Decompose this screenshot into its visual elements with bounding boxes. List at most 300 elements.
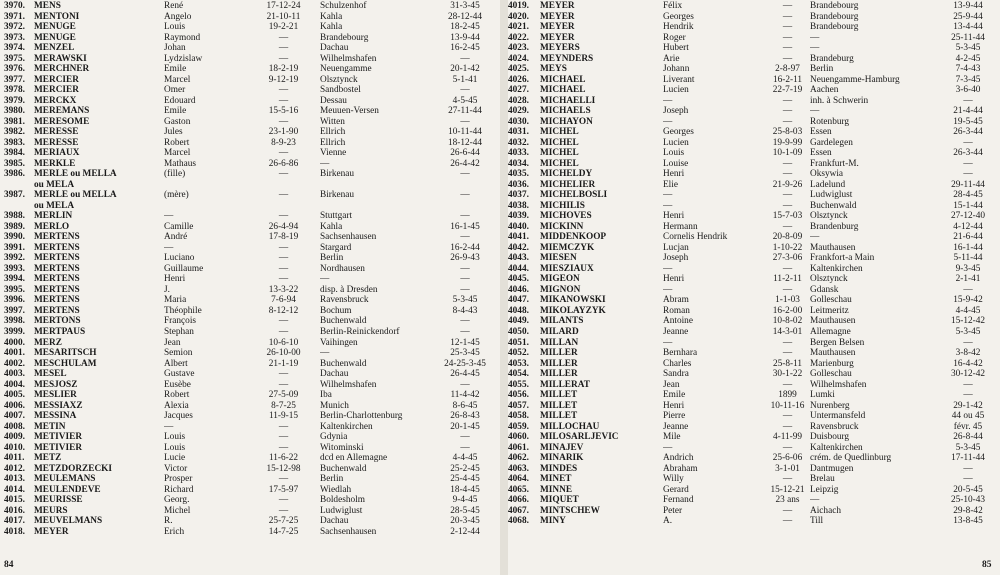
- entry-number: 4067.: [508, 505, 529, 516]
- entry-number: 3998.: [4, 316, 25, 327]
- first-name: Victor: [164, 463, 188, 474]
- entry-number: 4028.: [508, 95, 529, 106]
- table-row: [508, 422, 998, 433]
- first-name: Edouard: [164, 95, 196, 106]
- surname: MINY: [540, 516, 566, 527]
- entry-number: 4018.: [4, 526, 25, 537]
- place: Gardelegen: [810, 137, 853, 148]
- death-date: 28-12-44: [447, 11, 483, 22]
- place: Aachen: [810, 85, 839, 96]
- table-row: [508, 243, 998, 254]
- birth-date: 13-3-22: [268, 284, 299, 295]
- death-date: 4-4-45: [955, 305, 981, 316]
- surname: MICHEL: [540, 148, 579, 159]
- place: Duisbourg: [810, 432, 850, 443]
- table-row: [508, 222, 998, 233]
- first-name: Jeanne: [663, 421, 689, 432]
- first-name: Prosper: [164, 474, 193, 485]
- surname: MILANTS: [540, 316, 584, 327]
- first-name: Hendrik: [663, 22, 694, 33]
- place: Buchenwald: [320, 358, 367, 369]
- birth-date: 7-6-94: [271, 295, 296, 306]
- entry-number: 4003.: [4, 369, 25, 380]
- table-row: [508, 180, 998, 191]
- first-name: Luciano: [164, 253, 195, 264]
- birth-date: 1-10-22: [772, 242, 803, 253]
- surname: MICHEL: [540, 158, 579, 169]
- first-name: Abram: [663, 295, 689, 306]
- surname: ou MELA: [34, 179, 75, 190]
- table-row: [4, 306, 496, 317]
- entry-number: 4015.: [4, 495, 25, 506]
- entry-number: 3980.: [4, 106, 25, 117]
- birth-date: 10-6-10: [268, 337, 299, 348]
- birth-date: —: [782, 379, 793, 390]
- death-date: 29-8-42: [953, 505, 983, 516]
- table-row: [508, 117, 998, 128]
- death-date: —: [460, 379, 470, 390]
- place: Neuengamme-Hamburg: [810, 74, 900, 85]
- first-name: A.: [663, 516, 673, 527]
- death-date: 26-9-43: [450, 253, 480, 264]
- death-date: 26-3-44: [953, 127, 983, 138]
- table-row: [4, 12, 496, 23]
- surname: MICHELDY: [540, 169, 593, 180]
- entry-number: 3986.: [4, 169, 25, 180]
- birth-date: —: [782, 516, 793, 527]
- table-row: [508, 380, 998, 391]
- first-name: —: [663, 190, 673, 201]
- entry-number: 4052.: [508, 348, 529, 359]
- entry-number: 3996.: [4, 295, 25, 306]
- table-row: [508, 127, 998, 138]
- birth-date: —: [782, 22, 793, 33]
- birth-date: 17-12-24: [266, 1, 301, 11]
- birth-date: —: [278, 95, 289, 106]
- birth-date: —: [782, 53, 793, 64]
- table-row: [4, 243, 496, 254]
- place: Berlin-Reinickendorf: [320, 326, 400, 337]
- table-row: [508, 274, 998, 285]
- first-name: Arie: [663, 53, 680, 64]
- place: Iba: [320, 390, 332, 401]
- entry-number: 4034.: [508, 158, 529, 169]
- entry-number: 3979.: [4, 95, 25, 106]
- table-row: [508, 85, 998, 96]
- birth-date: —: [278, 148, 289, 159]
- first-name: Marcel: [164, 74, 191, 85]
- birth-date: 15-5-16: [268, 106, 299, 117]
- place: Lumki: [810, 390, 835, 401]
- entry-number: 4049.: [508, 316, 529, 327]
- entry-number: 4026.: [508, 74, 529, 85]
- birth-date: —: [278, 474, 289, 485]
- entry-number: 4040.: [508, 221, 529, 232]
- surname: MIESEN: [540, 253, 577, 264]
- surname: MERZ: [34, 337, 62, 348]
- surname: MERTENS: [34, 274, 80, 285]
- entry-number: 4061.: [508, 442, 529, 453]
- birth-date: 21-1-19: [268, 358, 299, 369]
- first-name: Jeanne: [663, 326, 689, 337]
- entry-number: 4027.: [508, 85, 529, 96]
- death-date: 28-5-45: [450, 505, 480, 516]
- entry-number: 4019.: [508, 1, 529, 11]
- table-row: [4, 485, 496, 496]
- place: Meuuen-Versen: [320, 106, 379, 117]
- birth-date: —: [782, 411, 793, 422]
- death-date: —: [963, 337, 973, 348]
- table-row: [4, 253, 496, 264]
- place: Berlin: [320, 474, 344, 485]
- surname: MINAJEV: [540, 442, 584, 453]
- surname: MILLER: [540, 369, 578, 380]
- first-name: Roman: [663, 305, 690, 316]
- death-date: 9-3-45: [955, 263, 981, 274]
- entry-number: 4042.: [508, 242, 529, 253]
- table-row: [508, 453, 998, 464]
- surname: MERESSE: [34, 137, 79, 148]
- birth-date: —: [782, 158, 793, 169]
- table-row: [508, 33, 998, 44]
- entry-number: 3993.: [4, 263, 25, 274]
- birth-date: 11-9-15: [268, 411, 299, 422]
- surname: MERCIER: [34, 85, 79, 96]
- table-row: [4, 401, 496, 412]
- first-name: Antoine: [663, 316, 693, 327]
- death-date: —: [963, 390, 973, 401]
- birth-date: 15-7-03: [772, 211, 803, 222]
- birth-date: 10-11-16: [770, 400, 805, 411]
- table-row: [508, 1, 998, 12]
- table-row: [508, 474, 998, 485]
- first-name: Henri: [663, 400, 685, 411]
- death-date: 13-8-45: [953, 516, 983, 527]
- table-row: [4, 33, 496, 44]
- birth-date: —: [782, 95, 793, 106]
- entry-number: 4057.: [508, 400, 529, 411]
- entry-number: 4065.: [508, 484, 529, 495]
- surname: MENZEL: [34, 43, 75, 54]
- surname: MIGEON: [540, 274, 580, 285]
- first-name: Andrich: [663, 453, 694, 464]
- birth-date: 16-2-00: [772, 305, 803, 316]
- first-name: Georg.: [164, 495, 190, 506]
- entry-number: 3976.: [4, 64, 25, 75]
- entry-number: 3981.: [4, 116, 25, 127]
- table-row: [4, 264, 496, 275]
- surname: MILLAN: [540, 337, 579, 348]
- table-row: [508, 443, 998, 454]
- first-name: Semion: [164, 348, 193, 359]
- place: Witten: [320, 116, 345, 127]
- place: Ellrich: [320, 137, 346, 148]
- birth-date: —: [278, 85, 289, 96]
- table-row: [4, 201, 496, 212]
- place: Mauthausen: [810, 242, 856, 253]
- place: Dessau: [320, 95, 347, 106]
- surname: MEYERS: [540, 43, 580, 54]
- place: Dachau: [320, 369, 349, 380]
- entry-number: 3994.: [4, 274, 25, 285]
- birth-date: 19-2-21: [268, 22, 299, 33]
- birth-date: 10-8-02: [772, 316, 803, 327]
- first-name: Joseph: [663, 253, 689, 264]
- birth-date: 25-8-11: [772, 358, 803, 369]
- surname: MERCHNER: [34, 64, 90, 75]
- surname: MERESSE: [34, 127, 79, 138]
- place: Buchenwald: [810, 200, 857, 211]
- entry-number: 4037.: [508, 190, 529, 201]
- birth-date: —: [278, 505, 289, 516]
- death-date: —: [963, 95, 973, 106]
- entry-number: 4062.: [508, 453, 529, 464]
- first-name: R.: [164, 516, 173, 527]
- table-row: [508, 253, 998, 264]
- first-name: Jacques: [164, 411, 193, 422]
- place: Rotenburg: [810, 116, 850, 127]
- surname: MIGNON: [540, 284, 581, 295]
- entry-number: 4020.: [508, 11, 529, 22]
- surname: MENUGE: [34, 22, 76, 33]
- first-name: Peter: [663, 505, 683, 516]
- surname: MEULEMANS: [34, 474, 96, 485]
- place: Nurenberg: [810, 400, 850, 411]
- place: Kahla: [320, 11, 343, 22]
- place: Mauthausen: [810, 348, 856, 359]
- entry-number: 4022.: [508, 32, 529, 43]
- place: Sachsenhausen: [320, 526, 377, 537]
- place: Stuttgart: [320, 211, 353, 222]
- place: Kaltenkirchen: [810, 442, 863, 453]
- entry-number: 4005.: [4, 390, 25, 401]
- place: Frankfurt-M.: [810, 158, 859, 169]
- surname: MEURS: [34, 505, 68, 516]
- table-row: [4, 1, 496, 12]
- table-row: [4, 285, 496, 296]
- birth-date: 17-5-97: [268, 484, 299, 495]
- surname: MERTENS: [34, 284, 80, 295]
- first-name: (mère): [164, 190, 189, 201]
- surname: MERTENS: [34, 263, 80, 274]
- surname: MILLET: [540, 400, 578, 411]
- surname: METIVIER: [34, 442, 83, 453]
- birth-date: —: [278, 326, 289, 337]
- table-row: [508, 201, 998, 212]
- place: Brandenburg: [810, 221, 859, 232]
- birth-date: 25-6-06: [772, 453, 803, 464]
- place: Gdansk: [810, 284, 839, 295]
- place: Witominski: [320, 442, 364, 453]
- birth-date: 27-3-06: [772, 253, 803, 264]
- right-page: [508, 1, 998, 561]
- entry-number: 4016.: [4, 505, 25, 516]
- surname: MESCHULAM: [34, 358, 97, 369]
- place: Stargard: [320, 242, 352, 253]
- birth-date: 19-9-99: [772, 137, 803, 148]
- birth-date: —: [782, 505, 793, 516]
- table-row: [4, 432, 496, 443]
- entry-number: 4006.: [4, 400, 25, 411]
- death-date: 24-25-3-45: [444, 358, 486, 369]
- surname: MEYER: [540, 11, 575, 22]
- table-row: [508, 516, 998, 527]
- table-row: [508, 106, 998, 117]
- surname: MIKANOWSKI: [540, 295, 606, 306]
- birth-date: 1-1-03: [775, 295, 800, 306]
- entry-number: 3990.: [4, 232, 25, 243]
- entry-number: 4063.: [508, 463, 529, 474]
- entry-number: 4047.: [508, 295, 529, 306]
- entry-number: 4021.: [508, 22, 529, 33]
- entry-number: 4014.: [4, 484, 25, 495]
- table-row: [4, 369, 496, 380]
- table-row: [4, 85, 496, 96]
- entry-number: 4013.: [4, 474, 25, 485]
- surname: MERESOME: [34, 116, 90, 127]
- first-name: —: [164, 242, 174, 253]
- surname: METZ: [34, 453, 62, 464]
- death-date: 26-3-44: [953, 148, 983, 159]
- birth-date: —: [278, 495, 289, 506]
- first-name: Louis: [164, 22, 186, 33]
- first-name: Robert: [164, 390, 190, 401]
- birth-date: —: [782, 284, 793, 295]
- surname: MERLIN: [34, 211, 73, 222]
- birth-date: —: [278, 263, 289, 274]
- first-name: Louis: [164, 432, 186, 443]
- entry-number: 4024.: [508, 53, 529, 64]
- place: Brandebourg: [810, 11, 859, 22]
- birth-date: 30-1-22: [772, 369, 803, 380]
- entry-number: 4023.: [508, 43, 529, 54]
- birth-date: —: [782, 474, 793, 485]
- place: Brandeburg: [810, 53, 854, 64]
- surname: MEYER: [540, 32, 575, 43]
- first-name: Hubert: [663, 43, 689, 54]
- table-row: [4, 359, 496, 370]
- death-date: 7-3-45: [955, 74, 981, 85]
- table-row: [508, 232, 998, 243]
- first-name: François: [164, 316, 197, 327]
- first-name: Georges: [663, 127, 694, 138]
- first-name: Michel: [164, 505, 191, 516]
- table-row: [508, 432, 998, 443]
- birth-date: 26-6-86: [268, 158, 299, 169]
- birth-date: 21-9-26: [772, 179, 803, 190]
- place: Nordhausen: [320, 263, 365, 274]
- death-date: 5-3-45: [452, 295, 478, 306]
- surname: MESEL: [34, 369, 67, 380]
- birth-date: —: [782, 116, 793, 127]
- death-date: 27-11-44: [448, 106, 482, 117]
- place: —: [320, 274, 330, 285]
- first-name: Charles: [663, 358, 692, 369]
- table-row: [4, 127, 496, 138]
- table-row: [4, 159, 496, 170]
- birth-date: —: [278, 253, 289, 264]
- birth-date: 15-12-21: [770, 484, 805, 495]
- table-row: [4, 390, 496, 401]
- death-date: 5-1-41: [452, 74, 478, 85]
- place: Frankfort-a Main: [810, 253, 875, 264]
- surname: MIKOLAYZYK: [540, 305, 606, 316]
- table-row: [508, 211, 998, 222]
- birth-date: —: [278, 442, 289, 453]
- death-date: 7-4-43: [955, 64, 981, 75]
- place: —: [320, 348, 330, 359]
- entry-number: 4059.: [508, 421, 529, 432]
- death-date: 20-5-45: [953, 484, 983, 495]
- first-name: Jean: [663, 379, 680, 390]
- surname: MERIAUX: [34, 148, 80, 159]
- place: Untermansfeld: [810, 411, 866, 422]
- entry-number: 4032.: [508, 137, 529, 148]
- first-name: Johann: [663, 64, 690, 75]
- entry-number: 3971.: [4, 11, 25, 22]
- surname: MIESZIAUX: [540, 263, 594, 274]
- birth-date: —: [782, 337, 793, 348]
- table-row: [4, 138, 496, 149]
- entry-number: 4033.: [508, 148, 529, 159]
- birth-date: —: [278, 274, 289, 285]
- first-name: Eusèbe: [164, 379, 191, 390]
- place: Berlin: [320, 253, 344, 264]
- first-name: Angelo: [164, 11, 192, 22]
- death-date: 4-4-45: [452, 453, 478, 464]
- place: Bergen Belsen: [810, 337, 865, 348]
- death-date: 4-5-45: [452, 95, 478, 106]
- first-name: Maria: [164, 295, 187, 306]
- death-date: 13-9-44: [450, 32, 480, 43]
- surname: MICHELBOSLI: [540, 190, 608, 201]
- birth-date: 17-8-19: [268, 232, 299, 243]
- birth-date: 25-8-03: [772, 127, 803, 138]
- entry-number: 4053.: [508, 358, 529, 369]
- table-row: [4, 348, 496, 359]
- entry-number: 4001.: [4, 348, 25, 359]
- surname: MINTSCHEW: [540, 505, 600, 516]
- first-name: Félix: [663, 1, 683, 11]
- death-date: 10-11-44: [448, 127, 482, 138]
- first-name: Joseph: [663, 106, 689, 117]
- place: Gdynia: [320, 432, 348, 443]
- birth-date: —: [278, 432, 289, 443]
- first-name: —: [164, 421, 174, 432]
- surname: MENS: [34, 1, 61, 11]
- death-date: 12-1-45: [450, 337, 480, 348]
- death-date: 16-4-42: [953, 358, 983, 369]
- place: Birkenau: [320, 190, 355, 201]
- entry-number: 3973.: [4, 32, 25, 43]
- table-row: [4, 222, 496, 233]
- death-date: 30-12-42: [950, 369, 986, 380]
- entry-number: 4045.: [508, 274, 529, 285]
- surname: MESARITSCH: [34, 348, 97, 359]
- death-date: 26-6-44: [450, 148, 480, 159]
- birth-date: —: [782, 1, 793, 11]
- place: —: [810, 43, 820, 54]
- death-date: 9-4-45: [452, 495, 478, 506]
- birth-date: 4-11-99: [772, 432, 803, 443]
- death-date: 26-4-45: [450, 369, 480, 380]
- first-name: Jules: [164, 127, 183, 138]
- table-row: [4, 211, 496, 222]
- birth-date: —: [278, 169, 289, 180]
- place: dcd en Allemagne: [320, 453, 388, 464]
- death-date: 18-12-44: [447, 137, 483, 148]
- death-date: 21-4-44: [953, 106, 983, 117]
